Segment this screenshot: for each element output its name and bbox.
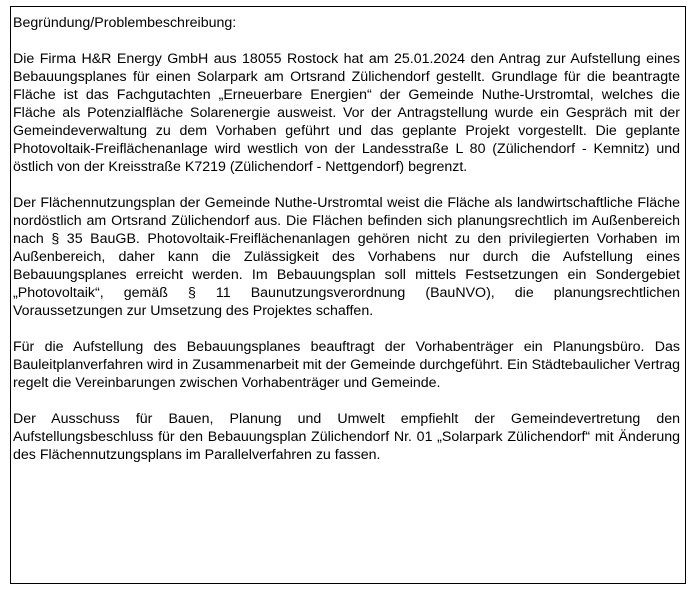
paragraph-land-use-plan: Der Flächennutzungsplan der Gemeinde Nuthe-Urstromtal weist die Fläche als landwirtschaftliche Fläche nordöstlich am Ortsrand Zülichendorf aus. Die Flächen befinden sich planungsrechtlich im Außenbereich nach § 35 BauGB. Photovoltaik-Freiflächenanlagen gehören nicht zu den privilegierten Vorhaben im Außenbereich, daher kann die Zulässigkeit des Vorhabens nur durch die Aufstellung eines Bebauungsplanes erreicht werden. Im Bebauungsplan soll mittels Festsetzungen ein Sondergebiet „Photovoltaik“, gemäß § 11 Baunutzungsverordnung (BauNVO), die planungsrechtlichen Voraussetzungen zur Umsetzung des Projektes schaffen. [13, 195, 680, 319]
paragraph-application: Die Firma H&R Energy GmbH aus 18055 Rostock hat am 25.01.2024 den Antrag zur Aufstellung eines Bebauungsplanes für einen Solarpark am Ortsrand Zülichendorf gestellt. Grundlage für die beantragte Fläche ist das Fachgutachten „Erneuerbare Energien“ der Gemeinde Nuthe-Urstromtal, welches die Fläche als Potenzialfläche Solarenergie ausweist. Vor der Antragstellung wurde ein Gespräch mit der Gemeindeverwaltung zu dem Vorhaben geführt und das geplante Projekt vorgestellt. Die geplante Photovoltaik-Freiflächenanlage wird westlich von der Landesstraße L 80 (Zülichendorf - Kemnitz) und östlich von der Kreisstraße K7219 (Zülichendorf - Nettgendorf) begrenzt. [13, 51, 680, 175]
document-frame [10, 6, 686, 584]
section-heading: Begründung/Problembeschreibung: [13, 15, 237, 31]
paragraph-recommendation: Der Ausschuss für Bauen, Planung und Umwelt empfiehlt der Gemeindevertretung den Aufstellungsbeschluss für den Bebauungsplan Zülichendorf Nr. 01 „Solarpark Zülichendorf“ mit Änderung des Flächennutzungsplans im Parallelverfahren zu fassen. [13, 411, 680, 463]
paragraph-planning-office: Für die Aufstellung des Bebauungsplanes beauftragt der Vorhabenträger ein Planungsbüro. Das Bauleitplanverfahren wird in Zusammenarbeit mit der Gemeinde durchgeführt. Ein Städtebaulicher Vertrag regelt die Vereinbarungen zwischen Vorhabenträger und Gemeinde. [13, 339, 680, 391]
